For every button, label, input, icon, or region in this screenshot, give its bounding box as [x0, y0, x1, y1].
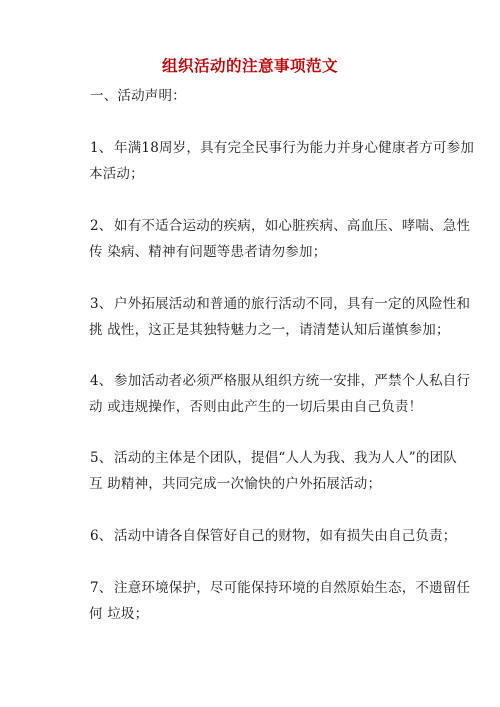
list-item	[90, 369, 470, 389]
item-text-continuation: 动 或违规操作，否则由此产生的一切后果由自己负责！	[89, 399, 423, 415]
item-text-continuation: 挑 战性，这正是其独特魅力之一，请清楚认知后谨慎参加；	[89, 322, 450, 338]
item-text: 户外拓展活动和普通的旅行活动不同，具有一定的风险性和	[114, 296, 471, 312]
list-item	[90, 524, 457, 544]
item-text: 注意环境保护，尽可能保持环境的自然原始生态，不遗留任	[114, 580, 471, 596]
item-number: 2、	[90, 218, 113, 234]
item-text: 活动的主体是个团队，提倡“人人为我、我为人人”的团队	[114, 450, 458, 466]
item-text-continuation: 传 染病、精神有问题等患者请勿参加；	[89, 244, 327, 260]
list-item	[90, 214, 470, 234]
item-text: 活动中请各自保管好自己的财物，如有损失由自己负责；	[114, 528, 457, 544]
item-text: 年满18周岁，具有完全民事行为能力并身心健康者方可参加	[114, 140, 475, 156]
item-number: 1、	[90, 140, 113, 156]
section-heading: 一、活动声明：	[90, 88, 186, 104]
list-item	[90, 136, 474, 156]
item-text-continuation: 何 垃圾；	[89, 606, 149, 622]
list-item	[90, 576, 470, 596]
item-number: 3、	[90, 296, 113, 312]
item-number: 6、	[90, 528, 113, 544]
item-number: 7、	[90, 580, 113, 596]
item-text: 如有不适合运动的疾病，如心脏疾病、高血压、哮喘、急性	[114, 218, 471, 234]
document-title: 组织活动的注意事项范文	[161, 56, 338, 75]
item-text-continuation: 本活动；	[89, 166, 144, 182]
item-text: 参加活动者必须严格服从组织方统一安排，严禁个人私自行	[114, 373, 471, 389]
item-number: 5、	[90, 450, 113, 466]
list-item	[90, 446, 457, 466]
item-text-continuation: 互 助精神，共同完成一次愉快的户外拓展活动；	[89, 476, 382, 492]
item-number: 4、	[90, 373, 113, 389]
list-item	[90, 292, 470, 312]
